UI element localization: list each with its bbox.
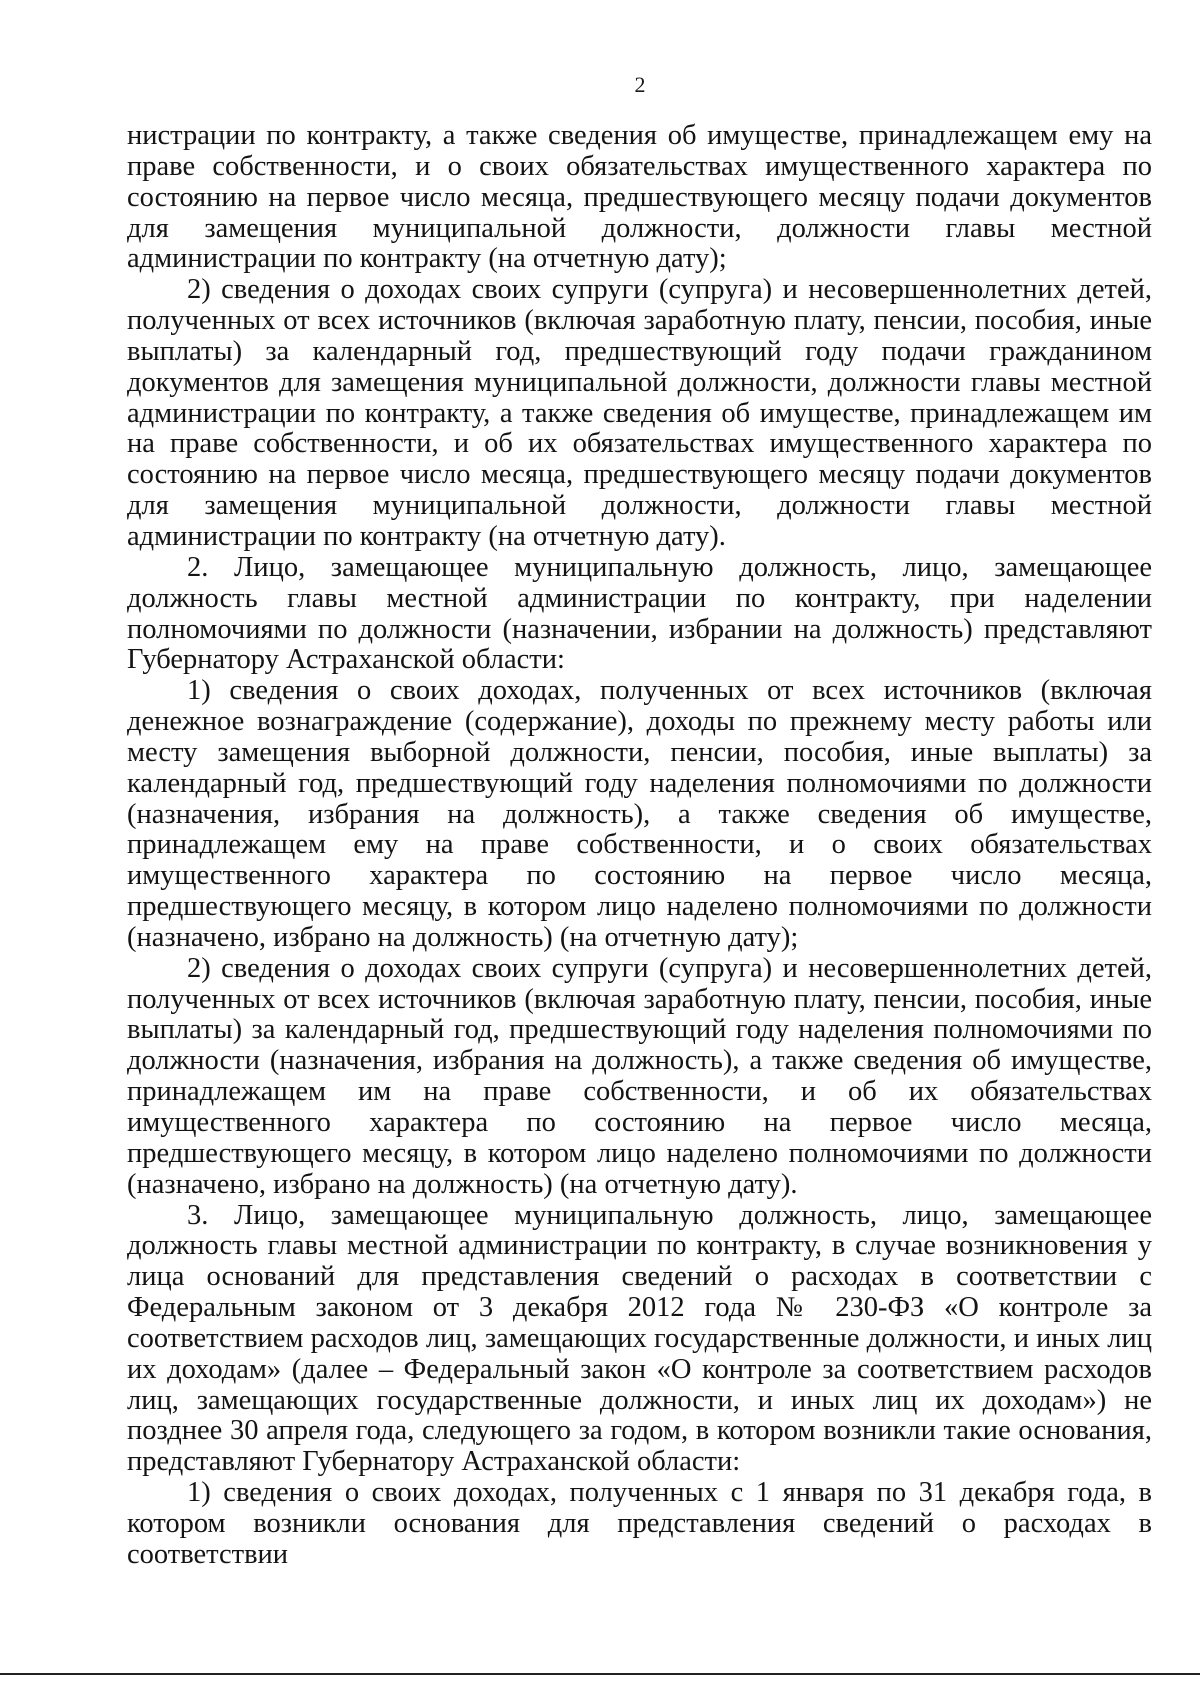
paragraph-continuation: нистрации по контракту, а также сведения об имуществе, принадлежащем ему на праве собственности, и о своих обязательствах имущественного характера по состоянию на первое число месяца, предшествующего месяцу подачи документов для замещения муниципальной должности, должности главы местной администрации по контракту (на отчетную дату); — [127, 120, 1152, 275]
paragraph-own-income-on-appointment: 1) сведения о своих доходах, полученных от всех источников (включая денежное вознаграждение (содержание), доходы по прежнему месту работы или месту замещения выборной должности, пенсии, пособия, иные выплаты) за календарный год, предшествующий году наделения полномочиями по должности (назначения, избрания на должность), а также сведения об имуществе, принадлежащем ему на праве собственности, и о своих обязательствах имущественного характера по состоянию на первое число месяца, предшествующего месяцу, в котором лицо наделено полномочиями по должности (назначено, избрано на должность) (на отчетную дату); — [127, 675, 1152, 953]
page-number: 2 — [634, 72, 646, 97]
paragraph-section-3: 3. Лицо, замещающее муниципальную должность, лицо, замещающее должность главы местной администрации по контракту, в случае возникновения у лица оснований для представления сведений о расходах в соответствии с Федеральным законом от 3 декабря 2012 года № 230-ФЗ «О контроле за соответствием расходов лиц, замещающих государственные должности, и иных лиц их доходам» (далее – Федеральный закон «О контроле за соответствием расходов лиц, замещающих государственные должности, и иных лиц их доходам») не позднее 30 апреля года, следующего за годом, в котором возникли такие основания, представляют Губернатору Астраханской области: — [127, 1199, 1152, 1478]
document-body — [127, 121, 1152, 1571]
footer-divider — [0, 1673, 1200, 1675]
paragraph-own-income-expenses: 1) сведения о своих доходах, полученных с 1 января по 31 декабря года, в котором возникли основания для представления сведений о расходах в соответствии — [127, 1477, 1152, 1570]
paragraph-spouse-income-on-appointment: 2) сведения о доходах своих супруги (супруга) и несовершеннолетних детей, полученных от всех источников (включая заработную плату, пенсии, пособия, иные выплаты) за календарный год, предшествующий году наделения полномочиями по должности (назначения, избрания на должность), а также сведения об имуществе, принадлежащем им на праве собственности, и об их обязательствах имущественного характера по состоянию на первое число месяца, предшествующего месяцу, в котором лицо наделено полномочиями по должности (назначено, избрано на должность) (на отчетную дату). — [127, 952, 1152, 1200]
paragraph-spouse-income-on-application: 2) сведения о доходах своих супруги (супруга) и несовершеннолетних детей, полученных от всех источников (включая заработную плату, пенсии, пособия, иные выплаты) за календарный год, предшествующий году подачи гражданином документов для замещения муниципальной должности, должности главы местной администрации по контракту, а также сведения об имуществе, принадлежащем им на праве собственности, и об их обязательствах имущественного характера по состоянию на первое число месяца, предшествующего месяцу подачи документов для замещения муниципальной должности, должности главы местной администрации по контракту (на отчетную дату). — [127, 274, 1152, 552]
paragraph-section-2: 2. Лицо, замещающее муниципальную должность, лицо, замещающее должность главы местной администрации по контракту, при наделении полномочиями по должности (назначении, избрании на должность) представляют Губернатору Астраханской области: — [127, 551, 1152, 676]
